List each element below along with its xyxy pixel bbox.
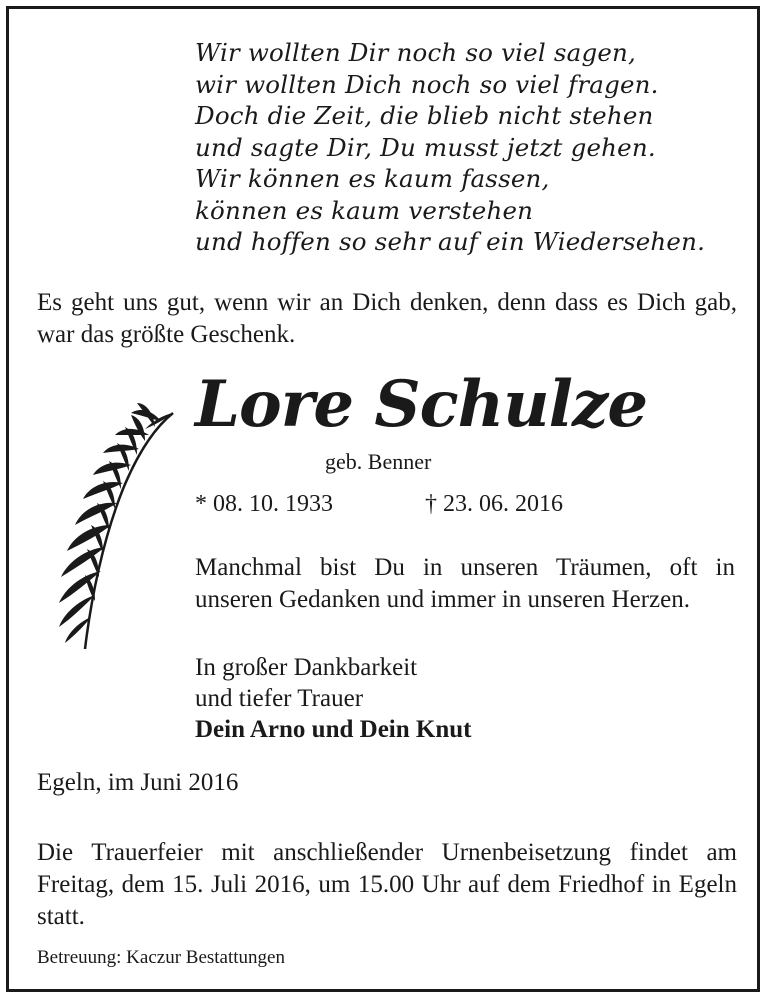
closing-line: In großer Dankbarkeit [195,654,418,681]
closing-block [195,652,471,745]
death-date: † 23. 06. 2016 [425,491,563,517]
funeral-home-credit: Betreuung: Kaczur Bestattungen [37,947,285,968]
poem-line: können es kaum verstehen [195,195,534,225]
poem-line: Doch die Zeit, die blieb nicht stehen [195,101,654,130]
poem-line: Wir wollten Dir noch so viel sagen, [195,38,637,67]
poem-line: wir wollten Dich noch so viel fragen. [195,69,659,99]
palm-frond-icon [41,399,181,659]
signature: Dein Arno und Dein Knut [195,716,472,743]
service-info: Die Trauerfeier mit anschließender Urnenbeisetzung findet am Freitag, dem 15. Juli 2016, um 15.00 Uhr auf dem Friedhof in Egeln statt. [37,839,737,930]
birth-date: * 08. 10. 1933 [195,491,333,517]
poem-line: Wir können es kaum fassen, [195,164,550,193]
place-date: Egeln, im Juni 2016 [37,769,239,796]
obituary-frame [6,6,760,992]
memorial-quote: Manchmal bist Du in unseren Träumen, oft in unseren Gedanken und immer in unseren Herzen. [195,554,735,613]
closing-line: und tiefer Trauer [195,685,364,712]
life-dates [195,491,563,518]
deceased-name: Lore Schulze [195,367,648,442]
poem-line: und sagte Dir, Du musst jetzt gehen. [195,132,656,162]
poem [195,37,735,258]
poem-line: und hoffen so sehr auf ein Wiedersehen. [195,227,706,256]
born-name: geb. Benner [325,449,432,474]
intro-text: Es geht uns gut, wenn wir an Dich denken, denn dass es Dich gab, war das größte Geschenk. [37,289,737,348]
